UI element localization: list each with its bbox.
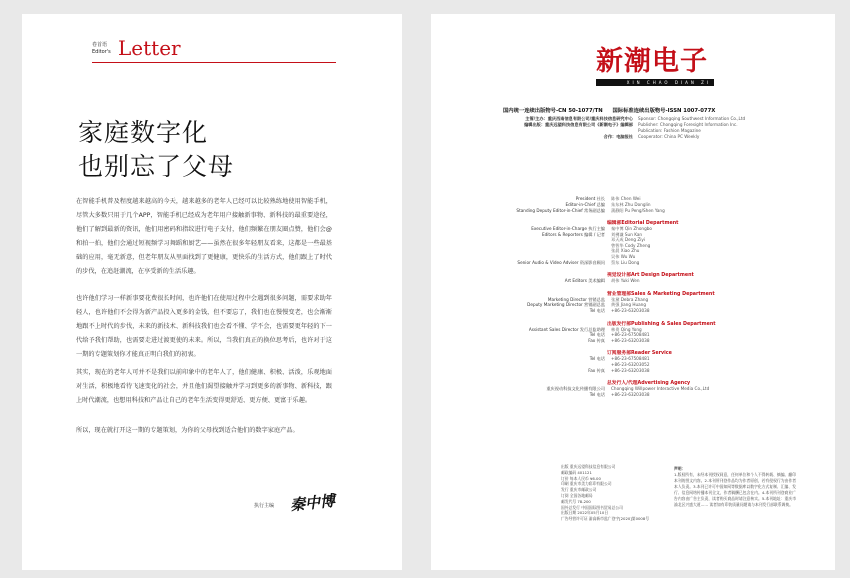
staff-row-value: 蒲静阳 Pu Peng/Shen Yang — [611, 208, 665, 213]
publishing-detail-line: 出版日期 2022年05月10日 — [561, 510, 609, 516]
section-row-label: Deputy Marketing Director 营销副总监 — [527, 302, 605, 308]
column-title: Letter — [118, 36, 181, 60]
section-row-label: 重庆视动科技文化传播有限公司 — [546, 386, 605, 392]
section-row-label: Fax 传真 — [588, 367, 605, 373]
publishing-detail-line: 订价 每本人民币 ¥6.00 — [561, 475, 601, 481]
section-row-value: 张黛 Debra Zhang — [611, 296, 649, 302]
editor-letter-page — [22, 14, 402, 570]
section-title: 营业管理部Sales & Marketing Department — [607, 291, 715, 297]
section-row-value: +86-23-63203038 — [611, 367, 650, 373]
section-row-value: +86-23-63203038 — [611, 391, 650, 397]
section-row-value: 邓天成 Deng Ziyi — [611, 237, 646, 243]
letter-paragraph-2: 也许他们学习一样新事要花费很长时间，也许他们在使用过程中会遇到很多问题，需要求助年轻人，也许他们不会得为新产品投入更多的金钱，但不要忘了，我们也在慢慢变老，也会渐渐地跟不上时代的步伐，未来的新技术、新科技我们也会看不懂、学不会，也需要更年轻的下一代给予我们帮助，也需要走进过渡更使的未来。所以，当我们真正的换位思考后，也许对于这一期的专题策划你才能真正明白我们的初衷。 — [76, 295, 332, 358]
section-row-value: +86-23-63203038 — [611, 308, 650, 313]
section-title: 出版发行部Publishing & Sales Department — [607, 321, 716, 327]
section-row-value: 林贵 Qing Yong — [611, 326, 642, 332]
publishing-detail-line: 邮发代号 78-200 — [561, 498, 591, 504]
publication-row-label: 编辑出版：重庆远望科技信息有限公司《新潮电子》编辑部 — [524, 122, 633, 127]
masthead-page — [431, 14, 835, 570]
page-title — [78, 116, 234, 184]
section-row-label: Tel 电话 — [589, 391, 605, 397]
publishing-detail-line: 印刷 重庆市美力彩印有限公司 — [561, 481, 612, 487]
signature-label: 执行主编 — [254, 503, 275, 509]
letter-paragraph-3: 其实，现在的老年人可并不是我们以前印象中的老年人了，他们健康、积极、活泼，乐观地面对生活，积极地看待飞速变化的社会，并且他们渴望接触并学习到更多的新事物、新科技，跟上时代潮流，也想用科技和产品让自己的老年生活变得更舒适、更方便、更富于乐趣。 — [76, 369, 332, 404]
staff-row-label: Editor-in-Chief 总编 — [565, 202, 605, 207]
section-title: 编辑部Editorial Department — [607, 221, 679, 226]
header-divider — [92, 62, 336, 63]
signature-name: 秦中博 — [289, 491, 336, 515]
publication-row-label: 合作：电脑报社 — [603, 134, 633, 139]
statement-title: 声明： — [674, 466, 686, 471]
publishing-detail-line: 邮政编码 401121 — [561, 469, 592, 475]
section-row-value: 曾智华 Cody Zheng — [611, 242, 651, 248]
publishing-detail-line: 发行 重庆市邮政公司 — [561, 487, 597, 493]
column-label-en: Editor's — [92, 49, 111, 55]
column-label-cn: 卷首语 — [92, 42, 108, 48]
section-row-value: Chongqing Willpower Interactive Media Co.,Ltd — [611, 386, 710, 392]
section-row-label: Marketing Director 营销总监 — [547, 296, 605, 302]
headline-line-1: 家庭数字化 — [78, 118, 209, 147]
section-row-value: 张晨 Xiao Zhu — [611, 248, 640, 254]
publishing-detail-line: 出版 重庆远望科技信息有限公司 — [561, 464, 616, 469]
staff-row-value: 陈伟 Chen Wei — [611, 196, 641, 201]
section-row-label: Editors & Reporters 编辑 / 记者 — [541, 231, 605, 237]
publishing-detail-line: 广告经营许可证 渝高新市监广登字[2020]第0008号 — [561, 516, 650, 522]
section-row-value: +86-23-63203038 — [611, 337, 650, 343]
section-row-label: Tel 电话 — [589, 332, 605, 338]
publishing-detail-line: 国外总发行 中国国际图书贸易总公司 — [561, 504, 623, 510]
staff-row-value: 朱东林 Zhu Donglin — [611, 202, 651, 207]
serial-numbers — [503, 106, 803, 114]
staff-row-label: Standing Deputy Editor-in-Chief 常务副总编 — [516, 208, 605, 213]
section-row-label: Senior Audio & Video Adviser 资深影音顾问 — [517, 259, 605, 265]
publication-row-value: Publication: Fashion Magazine — [638, 128, 701, 133]
magazine-logo — [596, 46, 714, 86]
section-title: 视觉设计部Art Design Department — [607, 273, 694, 279]
section-row-value: 胡伟 Yuki Wen — [611, 278, 640, 284]
publication-row-value: Sponsor: Chongqing Southwest Information Co.,Ltd — [638, 116, 746, 121]
staff-row-label: President 社长 — [575, 196, 605, 201]
copyright-statement — [674, 466, 796, 508]
section-row-label: Tel 电话 — [589, 308, 605, 313]
section-row-value: +86-23-67508481 — [611, 332, 650, 338]
section-row-label: Fax 传真 — [588, 337, 605, 343]
section-row-value: 黄强 Jiang Huang — [611, 302, 646, 308]
section-row-value: +86-23-67508481 — [611, 356, 650, 362]
section-row-label: Assistant Sales Director 发行总监助理 — [528, 326, 605, 332]
section-title: 总发行人/代理Advertising Agency — [607, 381, 691, 387]
publication-row-label: 主管/主办：重庆西南信息有限公司/重庆科技信息研究中心 — [525, 116, 633, 121]
publication-row-value: Publisher: Chongqing Foresight Information Inc. — [638, 122, 738, 127]
statement-body: 1.版权所有，未经本刊授权同意，任何单位和个人不得转载、摘编、翻印本刊的图文内容。2.本刊所刊登作品均为作者原创，若有侵权行为由作者本人负责。3.本刊已许可中国知网等数据库以数字化方式复制、汇编、发行、信息网络传播本刊全文，作者稿酬已包含在内。4.本刊所刊登商业广告内容由广告主负责，读者购买商品时请注意核实。5.本刊地址：重庆市渝北区兴盛大道…… 读者如有印装质量问题请与本刊发行部联系调换。 — [674, 472, 796, 507]
letter-paragraph-4: 所以，现在就打开这一期的专题策划，为你的父母找到适合他们的数字家庭产品。 — [76, 427, 299, 434]
section-title: 订阅服务部Reader Service — [607, 351, 672, 357]
column-label — [92, 42, 111, 56]
publication-row-value: Cooperator: China PC Weekly — [638, 134, 700, 139]
section-row-label: Executive Editor-in-Charge 执行主编 — [531, 226, 605, 231]
section-row-value: 蔡东 Liu Dong — [611, 259, 640, 265]
issn: 国际标准连续出版物号-ISSN 1007-077X — [612, 108, 716, 114]
letter-paragraph-1: 在智能手机普及程度越来越高的今天，越来越多的老年人已经可以比较熟练地使用智能手机，尽管大多数只用于几个APP，智能手机已经成为老年用户接触新事物、新科技的最重要途径，他们了解到最新的资讯，他们用密码和指纹进行电子支付，他们频繁在朋友圈点赞，他们会@和拍一拍，他们会通过短视频学习舞蹈和厨艺——虽然在很多年轻朋友看来，这都是一些最基础的应用，毫无新意，但老年朋友从里面找到了更健康，更快乐的生活方式，他们跟上了时代的步伐，在追赶潮流，在享受新的生活乐趣。 — [76, 198, 332, 275]
section-row-label: Art Editors 美术编辑 — [564, 278, 605, 284]
section-row-label: Tel 电话 — [589, 356, 605, 362]
logo-text: 新潮电子 — [596, 46, 708, 77]
cn-serial: 国内统一连续出版物号-CN 50-1077/TN — [503, 108, 603, 114]
section-row-value: +86-23-63203052 — [611, 362, 650, 367]
publishing-detail-line: 订阅 全国各地邮局 — [561, 492, 593, 498]
logo-pinyin: XIN CHAO DIAN ZI — [596, 79, 714, 86]
section-row-value: 刘佛谦 Sun Kan — [611, 231, 643, 237]
headline-line-2: 也别忘了父母 — [78, 152, 235, 181]
publishing-details — [561, 464, 665, 522]
section-row-value: 秦中博 Qin Zhongbo — [611, 226, 652, 231]
section-row-value: 吴伟 Wu Wu — [611, 254, 636, 259]
